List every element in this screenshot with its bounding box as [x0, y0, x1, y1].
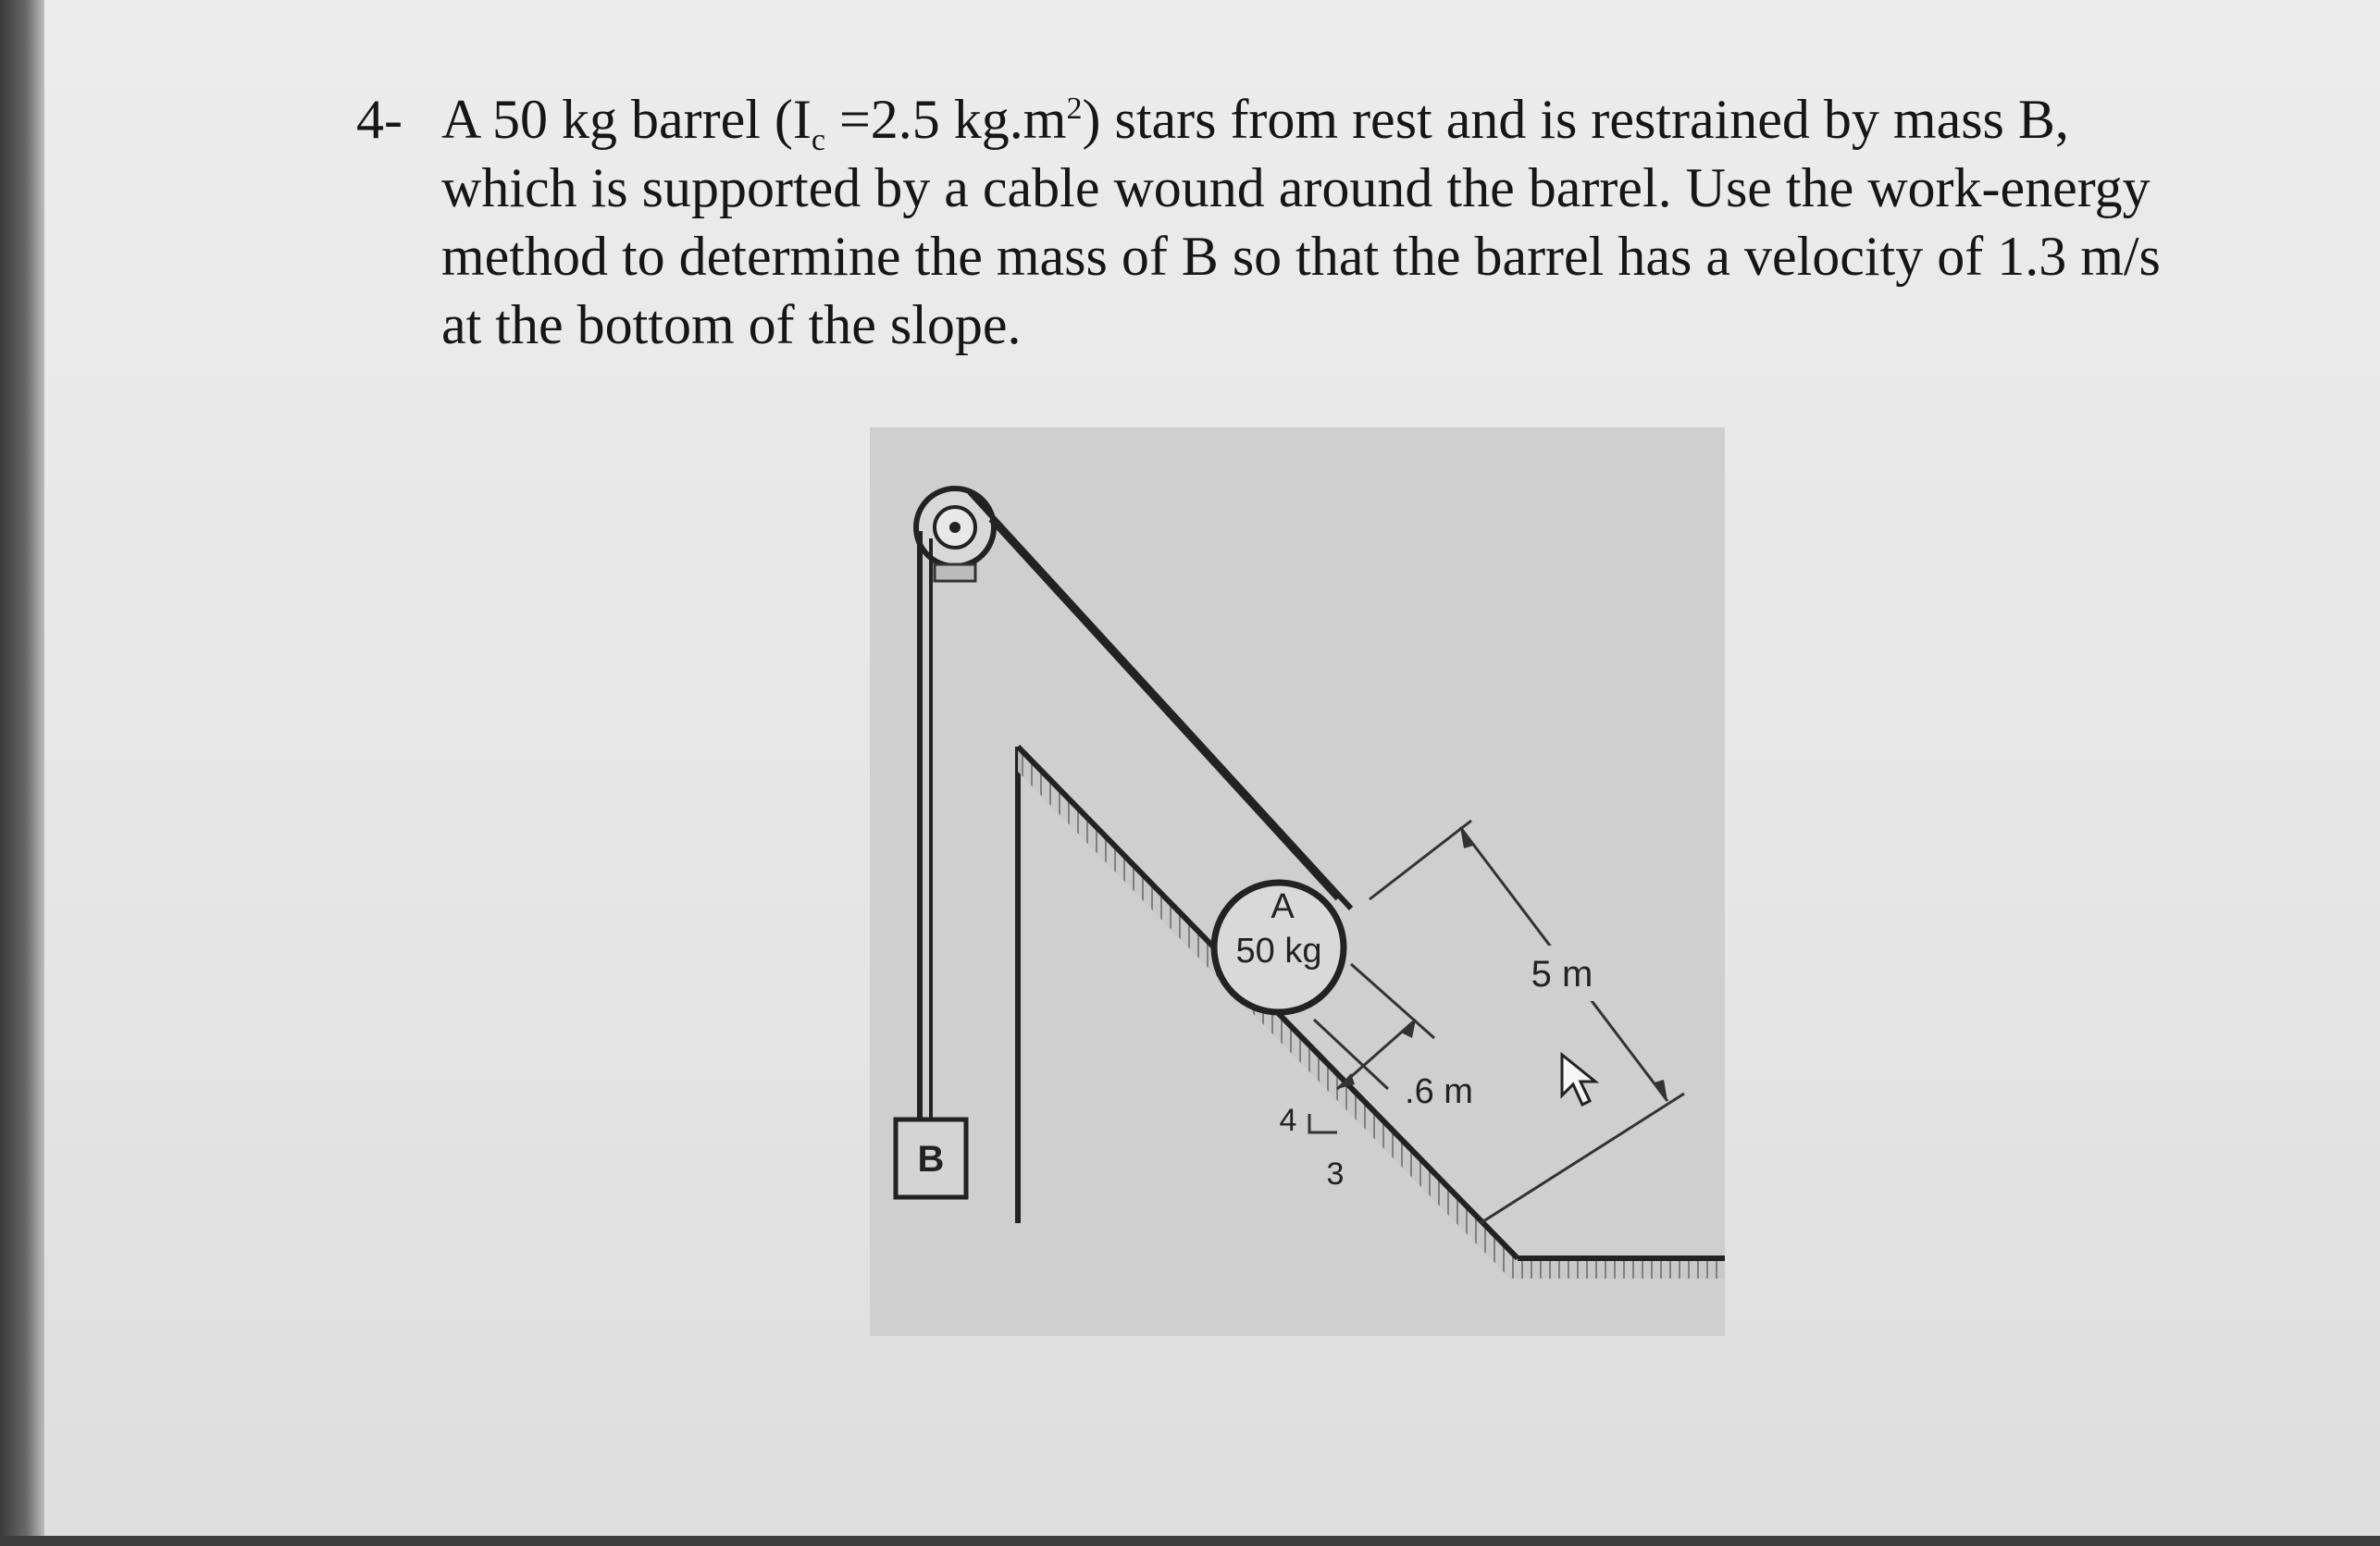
slope-run-label: 3 — [1326, 1156, 1345, 1192]
problem-line-2: which is supported by a cable wound around the barrel. Use the work-energy — [441, 157, 2151, 218]
problem-line-1: A 50 kg barrel ($I_c =2.5$ $kg.m^2$) stars from rest and is restrained by mass B, — [441, 89, 2069, 157]
monitor-bezel-bottom — [0, 1536, 2380, 1546]
barrel-mass-label: 50 kg — [1235, 932, 1322, 971]
figure-background — [870, 427, 1725, 1336]
block-b-label: B — [917, 1139, 945, 1180]
block-b — [896, 1119, 966, 1197]
dim-slope-length-label: 5 m — [1531, 954, 1593, 995]
barrel-slope-diagram — [870, 427, 1725, 1336]
problem-line-3: method to determine the mass of B so that the barrel has a velocity of 1.3 m/s — [441, 226, 2161, 287]
dim-diameter-label: .6 m — [1405, 1072, 1473, 1111]
slope-rise-label: 4 — [1279, 1103, 1297, 1138]
problem-number: 4- — [356, 89, 403, 150]
barrel-a — [1214, 883, 1344, 1012]
problem-line-4: at the bottom of the slope. — [441, 294, 1022, 355]
monitor-bezel — [0, 0, 44, 1546]
barrel-label: A — [1271, 887, 1295, 926]
